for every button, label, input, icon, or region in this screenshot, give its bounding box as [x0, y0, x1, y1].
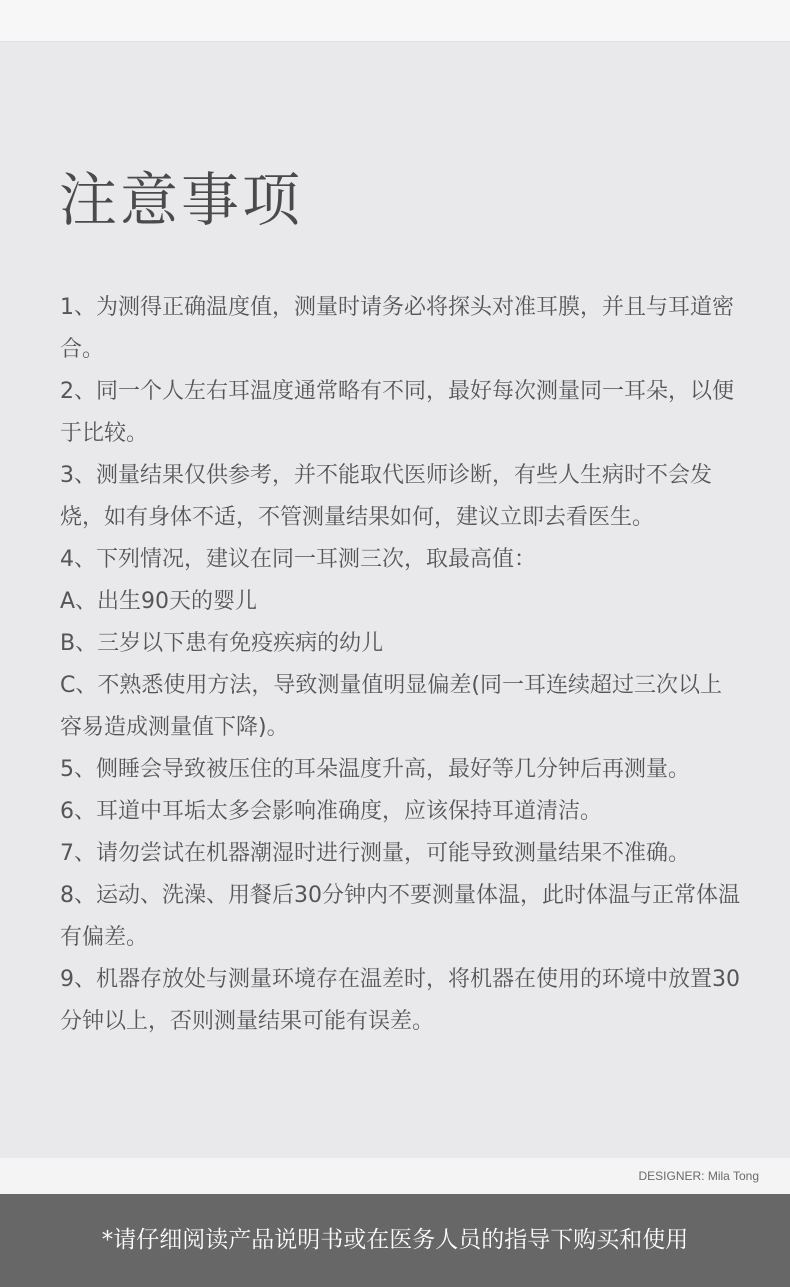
note-item-4a: A、出生90天的婴儿: [60, 589, 258, 614]
note-item-6: 6、耳道中耳垢太多会影响准确度，应该保持耳道清洁。: [60, 799, 602, 824]
note-item-5: 5、侧睡会导致被压住的耳朵温度升高，最好等几分钟后再测量。: [60, 757, 690, 782]
top-strip: [0, 0, 790, 42]
page-title: 注意事项: [59, 166, 304, 234]
footer-bar: [0, 1194, 790, 1287]
note-item-8: 8、运动、洗澡、用餐后30分钟内不要测量体温，此时体温与正常体温有偏差。: [60, 883, 740, 950]
note-item-2: 2、同一个人左右耳温度通常略有不同，最好每次测量同一耳朵，以便于比较。: [60, 379, 734, 446]
footer-notice: *请仔细阅读产品说明书或在医务人员的指导下购买和使用: [101, 1227, 689, 1253]
note-item-4: 4、下列情况，建议在同一耳测三次，取最高值：: [60, 547, 536, 572]
note-item-4c: C、不熟悉使用方法，导致测量值明显偏差(同一耳连续超过三次以上容易造成测量值下降)。: [60, 673, 722, 740]
note-item-7: 7、请勿尝试在机器潮湿时进行测量，可能导致测量结果不准确。: [60, 841, 690, 866]
designer-strip: [0, 1158, 790, 1194]
notes-list: [60, 287, 740, 1043]
note-item-4b: B、三岁以下患有免疫疾病的幼儿: [60, 631, 384, 656]
note-item-3: 3、测量结果仅供参考，并不能取代医师诊断，有些人生病时不会发烧，如有身体不适，不管测量结果如何，建议立即去看医生。: [60, 463, 712, 530]
designer-credit: DESIGNER: Mila Tong: [638, 1169, 759, 1183]
note-item-1: 1、为测得正确温度值，测量时请务必将探头对准耳膜，并且与耳道密合。: [60, 295, 734, 362]
note-item-9: 9、机器存放处与测量环境存在温差时，将机器在使用的环境中放置30分钟以上，否则测量结果可能有误差。: [60, 967, 740, 1034]
